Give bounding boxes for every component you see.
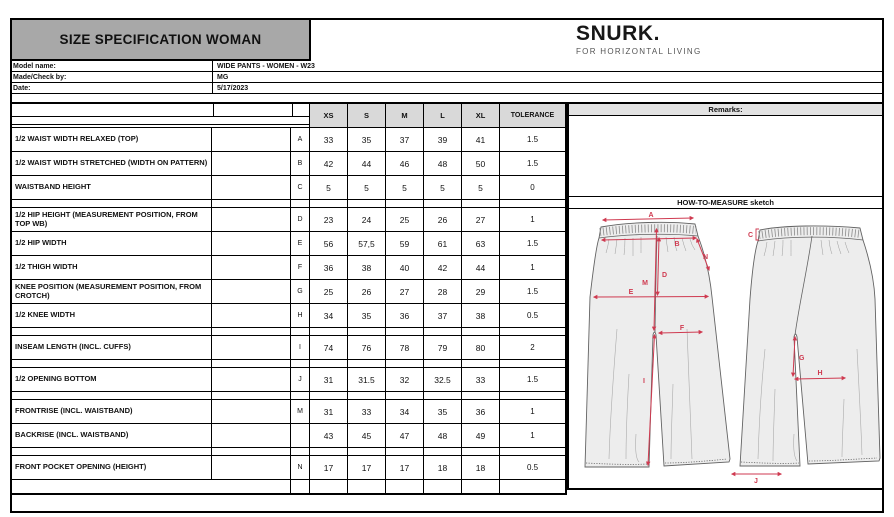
spacer-cell <box>424 360 462 367</box>
spec-cell-value: 5 <box>310 176 348 199</box>
spec-cell-tolerance: 1.5 <box>526 287 539 296</box>
info-row-date <box>10 83 884 94</box>
header-divider <box>292 104 293 116</box>
spec-cell-value: 61 <box>424 232 462 255</box>
spacer-cell <box>424 448 462 455</box>
spacer-cell <box>348 360 386 367</box>
spec-row-empty <box>212 128 291 151</box>
spec-cell-tolerance: 1.5 <box>526 375 539 384</box>
spec-cell-value: 27 <box>462 208 500 231</box>
spec-cell-value: 32 <box>386 368 424 391</box>
spec-cell-value: 25 <box>310 280 348 303</box>
spec-cell-value: 63 <box>462 232 500 255</box>
spacer-cell <box>462 448 500 455</box>
spec-cell-value: 35 <box>424 400 462 423</box>
spec-cell-value: 26 <box>348 280 386 303</box>
spec-row-letter: E <box>291 232 310 255</box>
spacer-cell <box>500 200 565 207</box>
bottom-cell <box>424 480 462 493</box>
spec-cell-value: 17 <box>386 456 424 479</box>
spec-cell-value: 50 <box>462 152 500 175</box>
spec-cell-value: 5 <box>348 176 386 199</box>
spec-cell-tolerance: 1 <box>530 407 535 416</box>
remarks-header: Remarks: <box>567 102 884 116</box>
brand-tagline: FOR HORIZONTAL LIVING <box>576 47 702 56</box>
spec-row-letter: G <box>291 280 310 303</box>
spec-cell-value: 44 <box>462 256 500 279</box>
spec-row-letter: F <box>291 256 310 279</box>
spec-cell-tolerance: 0.5 <box>526 463 539 472</box>
spec-row-label: 1/2 HIP WIDTH <box>12 232 212 255</box>
spec-table-header <box>12 104 565 128</box>
spec-header-left-area <box>12 104 310 127</box>
spec-bottom-row <box>12 480 565 493</box>
spec-cell-value: 35 <box>348 304 386 327</box>
spec-row-label: KNEE POSITION (MEASUREMENT POSITION, FROM CROTCH) <box>12 280 212 303</box>
spec-row-letter: J <box>291 368 310 391</box>
spec-cell-tolerance: 1 <box>530 431 535 440</box>
spec-row-label: FRONTRISE (INCL. WAISTBAND) <box>12 400 212 423</box>
spacer-cell <box>12 328 212 335</box>
spec-cell-tolerance: 0.5 <box>526 311 539 320</box>
spacer-cell <box>212 392 291 399</box>
spec-table <box>10 102 567 495</box>
spacer-cell <box>424 328 462 335</box>
bottom-cell <box>348 480 386 493</box>
spec-row-label: INSEAM LENGTH (INCL. CUFFS) <box>12 336 212 359</box>
brand-logo-block <box>576 23 702 56</box>
spec-cell-value: 5 <box>386 176 424 199</box>
measure-label-n: N <box>703 254 709 261</box>
spec-cell-value: 38 <box>462 304 500 327</box>
spec-cell-value: 80 <box>462 336 500 359</box>
page-title: SIZE SPECIFICATION WOMAN <box>59 32 262 47</box>
spec-cell-value: 17 <box>348 456 386 479</box>
spacer-cell <box>348 392 386 399</box>
sketch-header: HOW-TO-MEASURE sketch <box>567 196 884 209</box>
pants-front-sketch <box>585 212 730 467</box>
spec-cell-value: 33 <box>310 128 348 151</box>
spec-cell-value: 33 <box>348 400 386 423</box>
how-to-measure-sketch <box>569 209 882 486</box>
spacer-cell <box>12 360 212 367</box>
spec-row-empty <box>212 176 291 199</box>
spec-cell-value: 31 <box>310 368 348 391</box>
spacer-cell <box>291 328 310 335</box>
spec-cell-value: 43 <box>310 424 348 447</box>
spacer-cell <box>500 360 565 367</box>
bottom-cell <box>500 480 565 493</box>
remarks-body <box>567 116 884 196</box>
size-header-tolerance: TOLERANCE <box>500 104 565 127</box>
spec-row-label: FRONT POCKET OPENING (HEIGHT) <box>12 456 212 479</box>
spec-row-empty <box>212 368 291 391</box>
spec-cell-tolerance: 1.5 <box>526 239 539 248</box>
bottom-cell <box>310 480 348 493</box>
spacer-cell <box>348 448 386 455</box>
spacer-cell <box>462 392 500 399</box>
spacer-cell <box>212 448 291 455</box>
spec-cell-value: 36 <box>386 304 424 327</box>
sketch-body <box>567 209 884 490</box>
measure-label-c: C <box>747 232 753 239</box>
spec-row-label: 1/2 OPENING BOTTOM <box>12 368 212 391</box>
spacer-cell <box>212 328 291 335</box>
spec-cell-value: 27 <box>386 280 424 303</box>
spacer-cell <box>348 200 386 207</box>
measure-label-b: B <box>674 241 680 248</box>
spec-row-empty <box>212 456 291 479</box>
pants-back-sketch <box>732 226 880 485</box>
spec-cell-value: 76 <box>348 336 386 359</box>
spacer-cell <box>500 392 565 399</box>
spacer-cell <box>310 360 348 367</box>
spec-cell-value: 56 <box>310 232 348 255</box>
spec-spacer-row <box>12 328 565 336</box>
spec-cell-value: 34 <box>386 400 424 423</box>
spec-cell-tolerance: 0 <box>530 183 535 192</box>
spec-spacer-row <box>12 392 565 400</box>
spec-row <box>12 280 565 304</box>
info-value: 5/17/2023 <box>217 84 249 92</box>
spec-cell-value: 46 <box>386 152 424 175</box>
size-header-s: S <box>348 104 386 127</box>
spec-cell-value: 34 <box>310 304 348 327</box>
spec-cell-value: 24 <box>348 208 386 231</box>
spec-row <box>12 152 565 176</box>
spec-row <box>12 256 565 280</box>
spec-row-label: 1/2 WAIST WIDTH RELAXED (TOP) <box>12 128 212 151</box>
spec-row <box>12 368 565 392</box>
spacer-cell <box>386 360 424 367</box>
spec-cell-value: 31.5 <box>348 368 386 391</box>
measure-label-f: F <box>679 325 685 332</box>
info-table <box>10 61 884 94</box>
spacer-cell <box>310 328 348 335</box>
spec-row <box>12 456 565 480</box>
spec-cell-value: 31 <box>310 400 348 423</box>
spec-row-label: WAISTBAND HEIGHT <box>12 176 212 199</box>
spec-cell-value: 23 <box>310 208 348 231</box>
spacer-cell <box>291 392 310 399</box>
spec-row-label: BACKRISE (INCL. WAISTBAND) <box>12 424 212 447</box>
spec-cell-value: 29 <box>462 280 500 303</box>
spec-cell-value: 28 <box>424 280 462 303</box>
info-row-model <box>10 61 884 72</box>
spec-row-letter: M <box>291 400 310 423</box>
spacer-cell <box>462 200 500 207</box>
spacer-cell <box>386 328 424 335</box>
spec-row-letter: B <box>291 152 310 175</box>
spacer-cell <box>462 360 500 367</box>
spec-cell-value: 5 <box>424 176 462 199</box>
spec-row-label: 1/2 WAIST WIDTH STRETCHED (WIDTH ON PATTERN) <box>12 152 212 175</box>
bottom-cell <box>291 480 310 493</box>
spacer-cell <box>386 200 424 207</box>
spec-row-letter <box>291 424 310 447</box>
spec-row <box>12 208 565 232</box>
spec-cell-tolerance: 1.5 <box>526 135 539 144</box>
measure-label-g: G <box>799 355 805 362</box>
spec-cell-value: 47 <box>386 424 424 447</box>
spacer-cell <box>212 360 291 367</box>
spec-cell-value: 42 <box>424 256 462 279</box>
spec-spacer-row <box>12 200 565 208</box>
spacer-cell <box>424 392 462 399</box>
spec-row-letter: D <box>291 208 310 231</box>
spec-cell-value: 40 <box>386 256 424 279</box>
spec-cell-value: 33 <box>462 368 500 391</box>
spec-cell-value: 79 <box>424 336 462 359</box>
spec-row-letter: N <box>291 456 310 479</box>
spec-cell-value: 37 <box>424 304 462 327</box>
spec-cell-value: 39 <box>424 128 462 151</box>
spec-cell-tolerance: 1 <box>530 215 535 224</box>
spec-cell-value: 48 <box>424 424 462 447</box>
spec-cell-value: 44 <box>348 152 386 175</box>
spec-row-letter: H <box>291 304 310 327</box>
spec-cell-value: 59 <box>386 232 424 255</box>
spec-cell-value: 42 <box>310 152 348 175</box>
info-value: MG <box>217 73 229 81</box>
spec-row-empty <box>212 232 291 255</box>
remarks-panel <box>567 102 884 490</box>
spec-cell-value: 74 <box>310 336 348 359</box>
spec-cell-tolerance: 1.5 <box>526 159 539 168</box>
spacer-cell <box>348 328 386 335</box>
spec-cell-value: 45 <box>348 424 386 447</box>
spec-cell-tolerance: 2 <box>530 343 535 352</box>
spec-row-letter: I <box>291 336 310 359</box>
size-header-m: M <box>386 104 424 127</box>
spacer-cell <box>310 200 348 207</box>
spec-cell-value: 35 <box>348 128 386 151</box>
spacer-cell <box>462 328 500 335</box>
spacer-cell <box>291 200 310 207</box>
spacer-cell <box>291 448 310 455</box>
spec-row-empty <box>212 280 291 303</box>
spacer-cell <box>12 448 212 455</box>
spec-cell-value: 26 <box>424 208 462 231</box>
measure-label-d: D <box>662 272 668 279</box>
spec-row-letter: C <box>291 176 310 199</box>
spec-cell-value: 38 <box>348 256 386 279</box>
spec-cell-value: 57,5 <box>348 232 386 255</box>
spec-row <box>12 304 565 328</box>
measure-label-i: I <box>643 378 645 385</box>
spec-cell-tolerance: 1 <box>530 263 535 272</box>
measure-label-h: H <box>817 370 823 377</box>
header-divider <box>213 104 214 116</box>
spec-cell-value: 36 <box>462 400 500 423</box>
spec-cell-value: 41 <box>462 128 500 151</box>
info-label: Date: <box>10 83 213 93</box>
spec-row-letter: A <box>291 128 310 151</box>
header-divider <box>12 116 309 125</box>
spec-row <box>12 336 565 360</box>
info-row-made-by <box>10 72 884 83</box>
spec-cell-value: 32.5 <box>424 368 462 391</box>
bottom-cell <box>386 480 424 493</box>
measure-label-e: E <box>628 289 634 296</box>
spec-table-body <box>12 128 565 493</box>
spec-spacer-row <box>12 448 565 456</box>
info-value: WIDE PANTS - WOMEN - W23 <box>217 62 315 70</box>
spec-spacer-row <box>12 360 565 368</box>
size-header-l: L <box>424 104 462 127</box>
spec-cell-value: 17 <box>310 456 348 479</box>
spec-cell-value: 18 <box>424 456 462 479</box>
brand-logo: SNURK. <box>576 22 661 45</box>
spec-row-label: 1/2 HIP HEIGHT (MEASUREMENT POSITION, FROM TOP WB) <box>12 208 212 231</box>
spec-cell-value: 25 <box>386 208 424 231</box>
spacer-cell <box>386 448 424 455</box>
spec-cell-value: 78 <box>386 336 424 359</box>
spacer-cell <box>310 448 348 455</box>
spec-row-empty <box>212 424 291 447</box>
spacer-cell <box>424 200 462 207</box>
spec-cell-value: 48 <box>424 152 462 175</box>
size-header-xl: XL <box>462 104 500 127</box>
spacer-cell <box>310 392 348 399</box>
info-label: Made/Check by: <box>10 72 213 82</box>
spec-cell-value: 37 <box>386 128 424 151</box>
measure-label-j: J <box>754 478 758 485</box>
spacer-cell <box>500 448 565 455</box>
spec-cell-value: 5 <box>462 176 500 199</box>
measure-label-a: A <box>648 212 654 219</box>
spec-row-label: 1/2 KNEE WIDTH <box>12 304 212 327</box>
spacer-cell <box>12 200 212 207</box>
spacer-cell <box>212 200 291 207</box>
spec-row-empty <box>212 304 291 327</box>
spacer-cell <box>291 360 310 367</box>
spec-row-empty <box>212 152 291 175</box>
info-label: Model name: <box>10 61 213 71</box>
title-box <box>10 18 311 61</box>
bottom-cell <box>462 480 500 493</box>
spec-cell-value: 36 <box>310 256 348 279</box>
spec-row-empty <box>212 208 291 231</box>
spec-row-empty <box>212 336 291 359</box>
bottom-cell <box>12 480 291 493</box>
spacer-cell <box>386 392 424 399</box>
spec-row <box>12 424 565 448</box>
spec-row <box>12 400 565 424</box>
spacer-cell <box>500 328 565 335</box>
spec-cell-value: 49 <box>462 424 500 447</box>
spec-row <box>12 128 565 152</box>
spacer-cell <box>12 392 212 399</box>
spec-row-empty <box>212 400 291 423</box>
measure-label-m: M <box>642 280 648 287</box>
spec-row <box>12 232 565 256</box>
spec-row <box>12 176 565 200</box>
spec-cell-value: 18 <box>462 456 500 479</box>
size-header-xs: XS <box>310 104 348 127</box>
spec-row-label: 1/2 THIGH WIDTH <box>12 256 212 279</box>
spec-row-empty <box>212 256 291 279</box>
